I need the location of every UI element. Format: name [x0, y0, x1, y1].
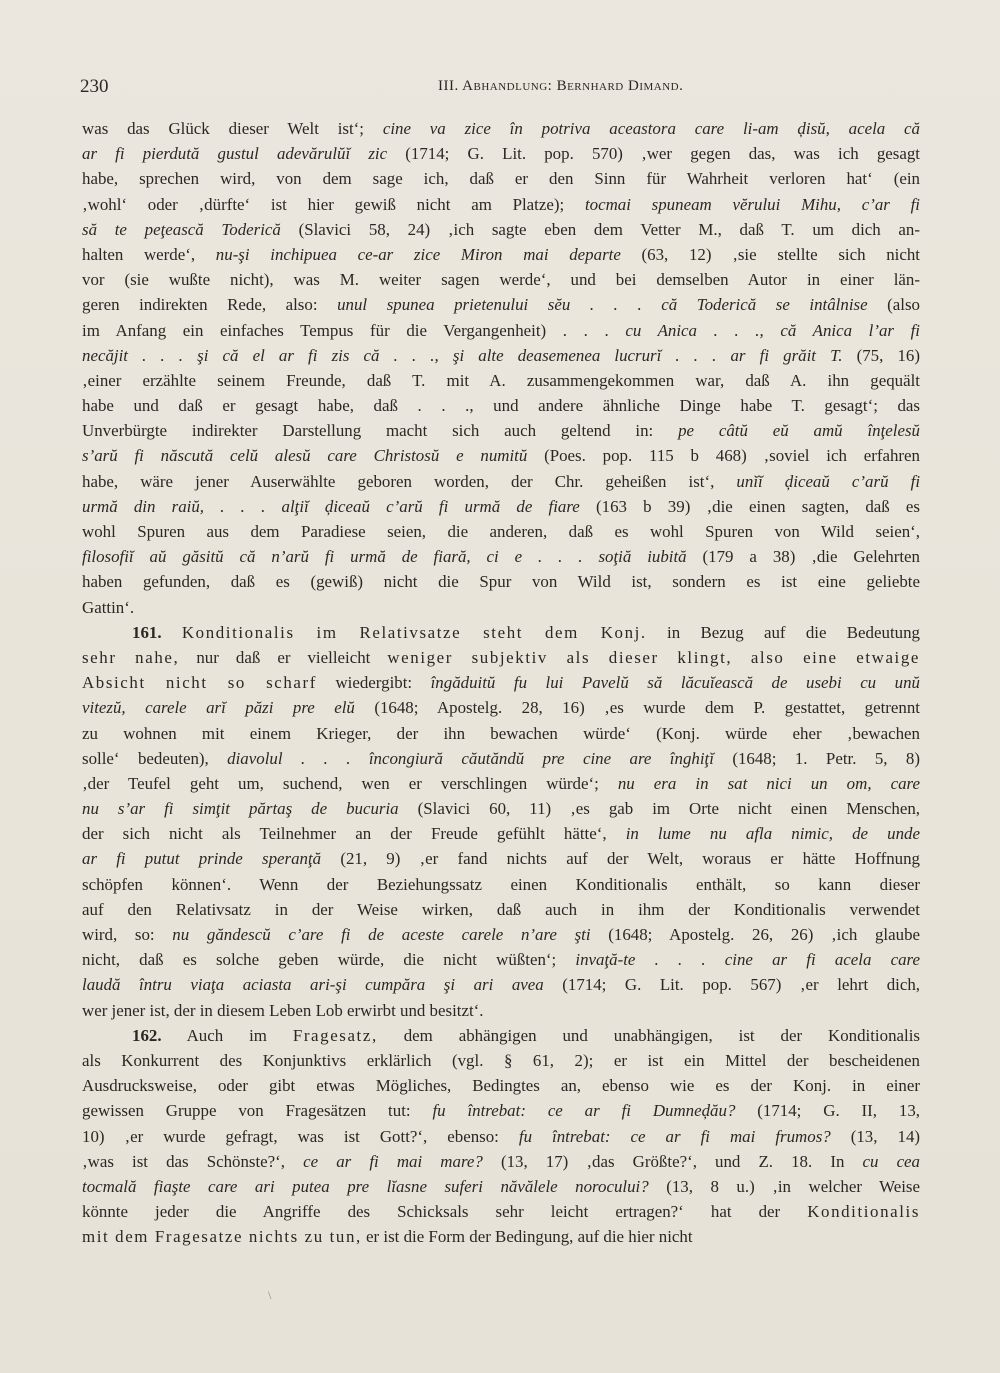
text-line	[82, 292, 920, 317]
romanian-quote: nu era in sat nici un om, care	[617, 773, 920, 793]
text-line	[82, 771, 920, 796]
text-run: in Bezug auf die Bedeutung	[646, 622, 920, 642]
text-line	[82, 1174, 920, 1199]
text-run: (163 b 39) ‚die einen sagten, daß es	[579, 496, 920, 516]
text-line	[82, 217, 920, 242]
text-run: Gattin‘.	[82, 597, 135, 617]
text-line	[82, 922, 920, 947]
text-run: (75, 16)	[842, 345, 920, 365]
text-run: habe, sprechen wird, von dem sage ich, daß er den Sinn für Wahrheit verloren hat‘ (ein	[82, 169, 920, 189]
text-line	[82, 645, 920, 670]
text-line	[82, 821, 920, 846]
text-run: Fragesatz,	[292, 1025, 378, 1045]
text-line	[82, 1224, 920, 1249]
text-line	[82, 1023, 920, 1048]
text-run: (63, 12) ‚sie stellte sich nicht	[620, 244, 920, 264]
romanian-quote: pe câtŭ eŭ amŭ înţelesŭ	[678, 421, 920, 441]
text-line	[82, 192, 920, 217]
text-line	[82, 318, 920, 343]
text-run: 10) ‚er wurde gefragt, was ist Gott?‘, ebenso:	[82, 1126, 519, 1146]
romanian-quote: diavolul . . . încongiură căutăndŭ pre cine are înghiţĭ	[227, 748, 714, 768]
text-run: Konditionalis	[807, 1202, 920, 1222]
romanian-quote: cu Anica . . ., că Anica l’ar fi	[625, 320, 920, 340]
text-run: zu wohnen mit einem Krieger, der ihn bewachen würde‘ (Konj. würde eher ‚bewachen	[82, 723, 920, 743]
text-run: (1648; 1. Petr. 5, 8)	[713, 748, 920, 768]
text-run: halten werde‘,	[82, 244, 216, 264]
romanian-quote: fu întrebat: ce ar fi Dumneḑău?	[432, 1101, 736, 1121]
text-run: Ausdrucksweise, oder gibt etwas Mögliches, Bedingtes an, ebenso wie es der Konj. in einer	[82, 1076, 920, 1096]
text-run: Absicht nicht so scharf	[82, 673, 317, 693]
text-run: Auch im	[186, 1025, 293, 1045]
text-line	[82, 670, 920, 695]
text-line	[82, 1149, 920, 1174]
romanian-quote: ar fi pierdută gustul adevărulŭĭ zic	[82, 144, 388, 164]
romanian-quote: ce ar fi mai mare?	[303, 1151, 483, 1171]
text-run: (also	[867, 295, 920, 315]
text-run: (13, 17) ‚das Größte?‘, und Z. 18. In	[482, 1151, 863, 1171]
text-run: (179 a 38) ‚die Gelehrten	[686, 547, 920, 567]
text-run: habe und daß er gesagt habe, daß . . ., und andere ähnliche Dinge habe T. gesagt‘; das	[82, 396, 920, 416]
text-run: weniger subjektiv als dieser klingt, also eine etwaige	[387, 647, 920, 667]
text-line	[82, 519, 920, 544]
text-run: Konditionalis im Relativsatze steht dem Konj.	[181, 622, 647, 642]
romanian-quote: s’arŭ fi născută celŭ alesŭ care Christosŭ e numitŭ	[82, 446, 528, 466]
text-run: geren indirekten Rede, also:	[82, 295, 338, 315]
text-run: sehr nahe,	[82, 647, 180, 667]
text-line	[82, 569, 920, 594]
text-line	[82, 1124, 920, 1149]
text-run: (1714; G. II, 13,	[735, 1101, 920, 1121]
romanian-quote: cine va zice în potriva aceastora care li-am ḑisŭ, acela că	[382, 119, 920, 138]
romanian-quote: nu-şi inchipuea ce-ar zice Miron mai departe	[215, 244, 621, 264]
text-line	[82, 418, 920, 443]
text-line	[82, 267, 920, 292]
text-run: mit dem Fragesatze nichts zu tun,	[82, 1227, 362, 1247]
text-run: auf den Relativsatz in der Weise wirken, daß auch in ihm der Konditionalis verwendet	[82, 899, 920, 919]
text-line	[82, 897, 920, 922]
romanian-quote: nu găndescŭ c’are fi de aceste carele n’are şti	[172, 925, 591, 944]
text-run: könnte jeder die Angriffe des Schicksals sehr leicht ertragen?‘ hat der	[82, 1202, 808, 1222]
text-line	[82, 721, 920, 746]
text-line	[82, 141, 920, 166]
romanian-quote: ar fi putut prinde speranţă	[82, 849, 322, 869]
text-line	[82, 343, 920, 368]
text-run: gewissen Gruppe von Fragesätzen tut:	[82, 1101, 433, 1121]
text-line	[82, 947, 920, 972]
text-run: dem abhängigen und unabhängigen, ist der Konditionalis	[377, 1025, 920, 1045]
text-run: (13, 8 u.) ‚in welcher Weise	[648, 1176, 920, 1196]
text-line	[82, 368, 920, 393]
running-title: III. Abhandlung: Bernhard Dimand.	[438, 78, 684, 94]
text-run: haben gefunden, daß es (gewiß) nicht die Spur von Wild ist, sondern es ist eine geliebte	[82, 572, 920, 592]
text-line	[82, 872, 920, 897]
text-line	[82, 494, 920, 519]
text-run: (1648; Apostelg. 26, 26) ‚ich glaube	[590, 925, 920, 944]
text-line	[82, 443, 920, 468]
text-run: er ist die Form der Bedingung, auf die hier nicht	[361, 1227, 693, 1247]
text-run: (1714; G. Lit. pop. 567) ‚er lehrt dich,	[543, 975, 920, 995]
romanian-quote: îngăduitŭ fu lui Pavelŭ să lăcuĭească de usebi cu unŭ	[430, 673, 920, 693]
text-line	[82, 998, 920, 1023]
text-run: habe, wäre jener Auserwählte geboren worden, der Chr. geheißen ist‘,	[82, 471, 737, 491]
text-run: ‚der Teufel geht um, suchend, wen er verschlingen würde‘;	[82, 773, 618, 793]
text-run: Unverbürgte indirekter Darstellung macht sich auch geltend in:	[82, 421, 679, 441]
text-run: (21, 9) ‚er fand nichts auf der Welt, woraus er hätte Hoffnung	[321, 849, 920, 869]
romanian-quote: vitezŭ, carele arĭ păzi pre elŭ	[82, 698, 355, 718]
text-run: was das Glück dieser Welt ist‘;	[82, 119, 383, 138]
text-line	[82, 242, 920, 267]
text-run: (Slavici 58, 24) ‚ich sagte eben dem Vetter M., daß T. um dich an-	[280, 219, 920, 239]
romanian-quote: să te peţească Toderică	[82, 219, 281, 239]
text-line	[82, 393, 920, 418]
text-run: als Konkurrent des Konjunktivs erklärlich (vgl. § 61, 2); er ist ein Mittel der bescheidenen	[82, 1050, 920, 1070]
text-run: nur daß er vielleicht	[179, 647, 388, 667]
text-line	[82, 166, 920, 191]
text-run: ‚einer erzählte seinem Freunde, daß T. mit A. zusammengekommen war, daß A. ihn gequält	[82, 370, 920, 390]
romanian-quote: necăjit . . . şi că el ar fi zis că . . ., şi alte deasemenea lucrurĭ . . . ar fi grăit T.	[82, 345, 843, 365]
romanian-quote: laudă întru viaţa aciasta ari-şi cumpăra şi ari avea	[82, 975, 544, 995]
section-number: 161.	[132, 622, 162, 642]
paragraph	[82, 116, 920, 620]
text-run: wer jener ist, der in diesem Leben Lob erwirbt und besitzt‘.	[82, 1000, 484, 1020]
romanian-quote: filosofiĭ aŭ găsitŭ că n’arŭ fi urmă de fiară, ci e . . . soţiă iubită	[82, 547, 687, 567]
text-line	[82, 1199, 920, 1224]
text-run: nicht, daß es solche geben würde, die nicht wüßten‘;	[82, 950, 576, 970]
text-run: wird, so:	[82, 925, 173, 944]
body-text	[82, 116, 920, 1249]
text-line	[82, 846, 920, 871]
paragraph	[82, 1023, 920, 1250]
paragraph	[82, 620, 920, 1023]
romanian-quote: tocmală fiaşte care ari putea pre lĭasne suferi năvălele norocului?	[82, 1176, 649, 1196]
text-run: ‚wohl‘ oder ‚dürfte‘ ist hier gewiß nicht am Platze);	[82, 194, 585, 214]
romanian-quote: urmă din raiŭ, . . . alţiĭ ḑiceaŭ c’arŭ fi urmă de fiare	[82, 496, 580, 516]
text-line	[82, 695, 920, 720]
section-number: 162.	[132, 1025, 162, 1045]
text-line	[82, 746, 920, 771]
text-run: ‚was ist das Schönste?‘,	[82, 1151, 304, 1171]
text-line	[82, 1098, 920, 1123]
romanian-quote: cu cea	[862, 1151, 920, 1171]
text-line	[82, 972, 920, 997]
text-line	[82, 620, 920, 645]
text-line	[82, 1048, 920, 1073]
text-line	[82, 116, 920, 141]
romanian-quote: in lume nu afla nimic, de unde	[625, 824, 920, 844]
text-line	[82, 469, 920, 494]
text-run: (13, 14)	[830, 1126, 920, 1146]
text-run: wohl Spuren aus dem Paradiese seien, die anderen, daß es wohl Spuren von Wild seien‘,	[82, 522, 920, 541]
text-run: (Poes. pop. 115 b 468) ‚soviel ich erfahren	[527, 446, 920, 466]
text-run: solle‘ bedeuten),	[82, 748, 228, 768]
romanian-quote: invaţă-te . . . cine ar fi acela care	[575, 950, 920, 970]
stray-mark: \	[268, 1288, 272, 1302]
romanian-quote: unul spunea prietenului sĕu . . . că Toderică se intâlnise	[337, 295, 868, 315]
text-run: (1714; G. Lit. pop. 570) ‚wer gegen das, was ich gesagt	[387, 144, 920, 164]
text-line	[82, 595, 920, 620]
text-line	[82, 796, 920, 821]
text-line	[82, 544, 920, 569]
page-number: 230	[80, 76, 109, 97]
romanian-quote: tocmai spuneam vĕrului Mihu, c’ar fi	[584, 194, 920, 214]
text-run: wiedergibt:	[316, 673, 431, 693]
text-run: im Anfang ein einfaches Tempus für die Vergangenheit) . . .	[82, 320, 626, 340]
text-run: schöpfen können‘. Wenn der Beziehungssatz einen Konditionalis enthält, so kann dieser	[82, 874, 920, 894]
text-run: (Slavici 60, 11) ‚es gab im Orte nicht einen Menschen,	[398, 799, 920, 819]
text-run: vor (sie wußte nicht), was M. weiter sagen werde‘, und bei demselben Autor in einer län-	[82, 270, 920, 290]
text-line	[82, 1073, 920, 1098]
romanian-quote: fu întrebat: ce ar fi mai frumos?	[518, 1126, 831, 1146]
text-run: der sich nicht als Teilnehmer an der Freude gefühlt hätte‘,	[82, 824, 626, 844]
romanian-quote: nu s’ar fi simţit părtaş de bucuria	[82, 799, 399, 819]
text-run: (1648; Apostelg. 28, 16) ‚es wurde dem P. gestattet, getrennt	[354, 698, 920, 718]
romanian-quote: unĭĭ ḑiceaŭ c’arŭ fi	[736, 471, 920, 491]
running-head	[80, 76, 920, 100]
